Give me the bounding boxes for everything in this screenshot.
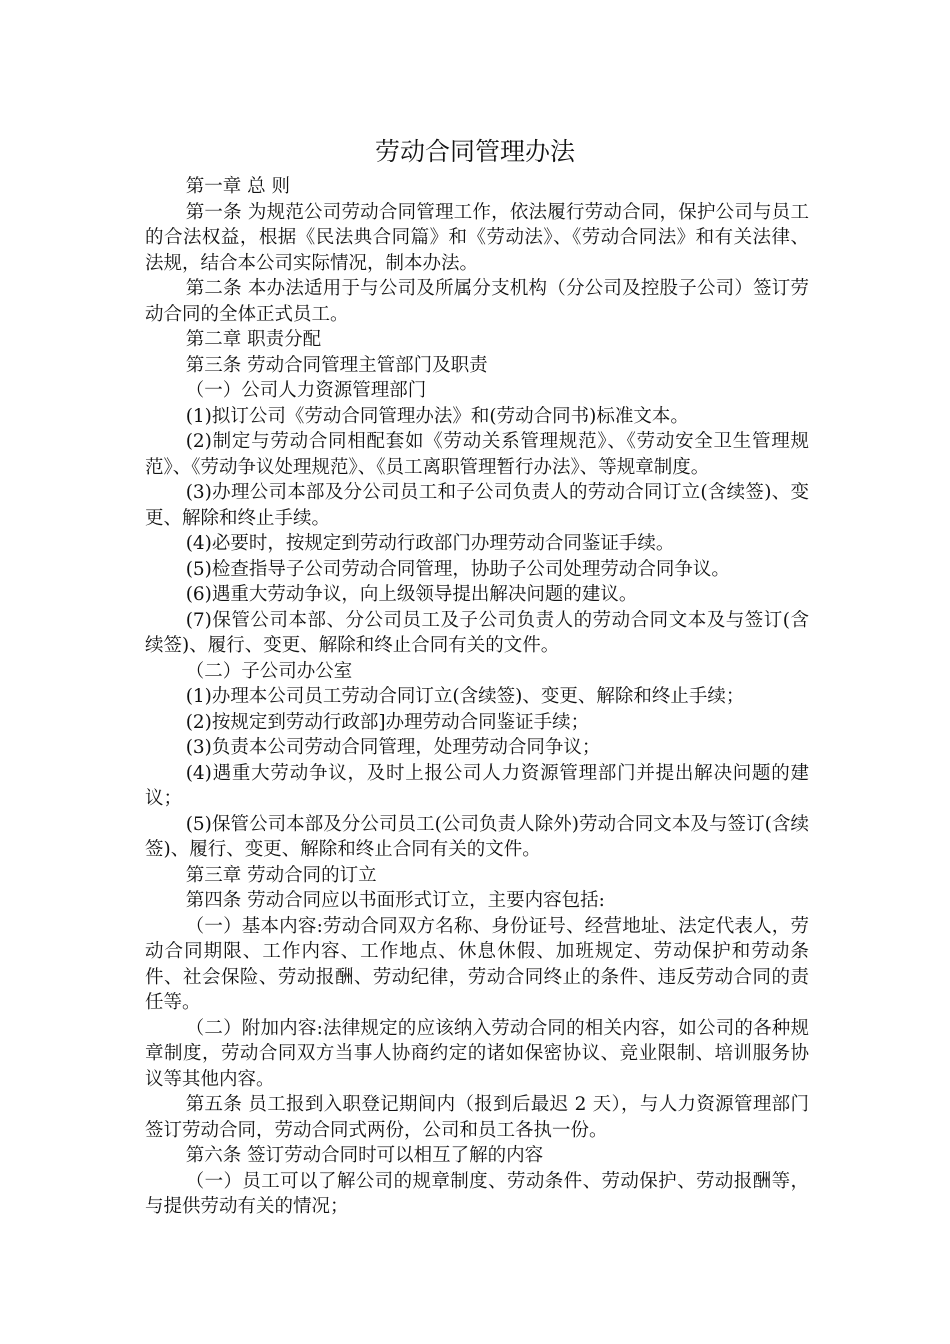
list-item: (7)保管公司本部、分公司员工及子公司负责人的劳动合同文本及与签订(含续签)、履行、变更、解除和终止合同有关的文件。 (145, 609, 809, 656)
chapter-heading: 第二章 职责分配 (185, 329, 322, 350)
list-item: (5)保管公司本部及分公司员工(公司负责人除外)劳动合同文本及与签订(含续签)、履行、变更、解除和终止合同有关的文件。 (145, 813, 809, 860)
list-item: (1)办理本公司员工劳动合同订立(含续签)、变更、解除和终止手续； (185, 686, 745, 707)
list-item: (4)遇重大劳动争议，及时上报公司人力资源管理部门并提出解决问题的建议； (145, 762, 809, 809)
chapter-heading: 第一章 总 则 (185, 176, 290, 197)
section-heading: （一）公司人力资源管理部门 (185, 380, 427, 401)
section-heading: （二）子公司办公室 (185, 660, 353, 682)
list-item: (2)制定与劳动合同相配套如《劳动关系管理规范》、《劳动安全卫生管理规范》、《劳动争议处理规范》、《员工离职管理暂行办法》、等规章制度。 (145, 431, 809, 478)
article-paragraph: 第四条 劳动合同应以书面形式订立，主要内容包括: (185, 890, 605, 911)
document-title: 劳动合同管理办法 (374, 137, 575, 166)
list-item: (5)检查指导子公司劳动合同管理，协助子公司处理劳动合同争议。 (185, 558, 730, 580)
list-item: (6)遇重大劳动争议，向上级领导提出解决问题的建议。 (185, 584, 638, 605)
article-paragraph: 第一条 为规范公司劳动合同管理工作，依法履行劳动合同，保护公司与员工的合法权益，根据《民法典合同篇》和《劳动法》、《劳动合同法》和有关法律、法规，结合本公司实际情况，制本办法。 (145, 201, 809, 274)
list-item: (1)拟订公司《劳动合同管理办法》和(劳动合同书)标准文本。 (185, 405, 689, 427)
list-item: （二）附加内容:法律规定的应该纳入劳动合同的相关内容，如公司的各种规章制度，劳动合同双方当事人协商约定的诸如保密协议、竞业限制、培训服务协议等其他内容。 (145, 1017, 809, 1090)
article-paragraph: 第六条 签订劳动合同时可以相互了解的内容 (185, 1145, 544, 1166)
document-body (145, 174, 809, 1220)
list-item: （一）基本内容:劳动合同双方名称、身份证号、经营地址、法定代表人，劳动合同期限、工作内容、工作地点、休息休假、加班规定、劳动保护和劳动条件、社会保险、劳动报酬、劳动纪律，劳动合同终止的条件、违反劳动合同的责任等。 (145, 915, 809, 1013)
list-item: （一）员工可以了解公司的规章制度、劳动条件、劳动保护、劳动报酬等，与提供劳动有关的情况； (145, 1170, 809, 1217)
article-paragraph: 第二条 本办法适用于与公司及所属分支机构（分公司及控股子公司）签订劳动合同的全体正式员工。 (145, 278, 809, 325)
list-item: (3)办理公司本部及分公司员工和子公司负责人的劳动合同订立(含续签)、变更、解除和终止手续。 (145, 482, 809, 529)
chapter-heading: 第三章 劳动合同的订立 (185, 864, 377, 886)
article-paragraph: 第三条 劳动合同管理主管部门及职责 (185, 354, 488, 376)
list-item: (3)负责本公司劳动合同管理，处理劳动合同争议； (185, 737, 601, 758)
list-item: (2)按规定到劳动行政部]办理劳动合同鉴证手续； (185, 711, 590, 733)
article-paragraph: 第五条 员工报到入职登记期间内（报到后最迟 2 天），与人力资源管理部门签订劳动合同，劳动合同式两份，公司和员工各执一份。 (145, 1094, 809, 1141)
list-item: (4)必要时，按规定到劳动行政部门办理劳动合同鉴证手续。 (185, 533, 675, 554)
